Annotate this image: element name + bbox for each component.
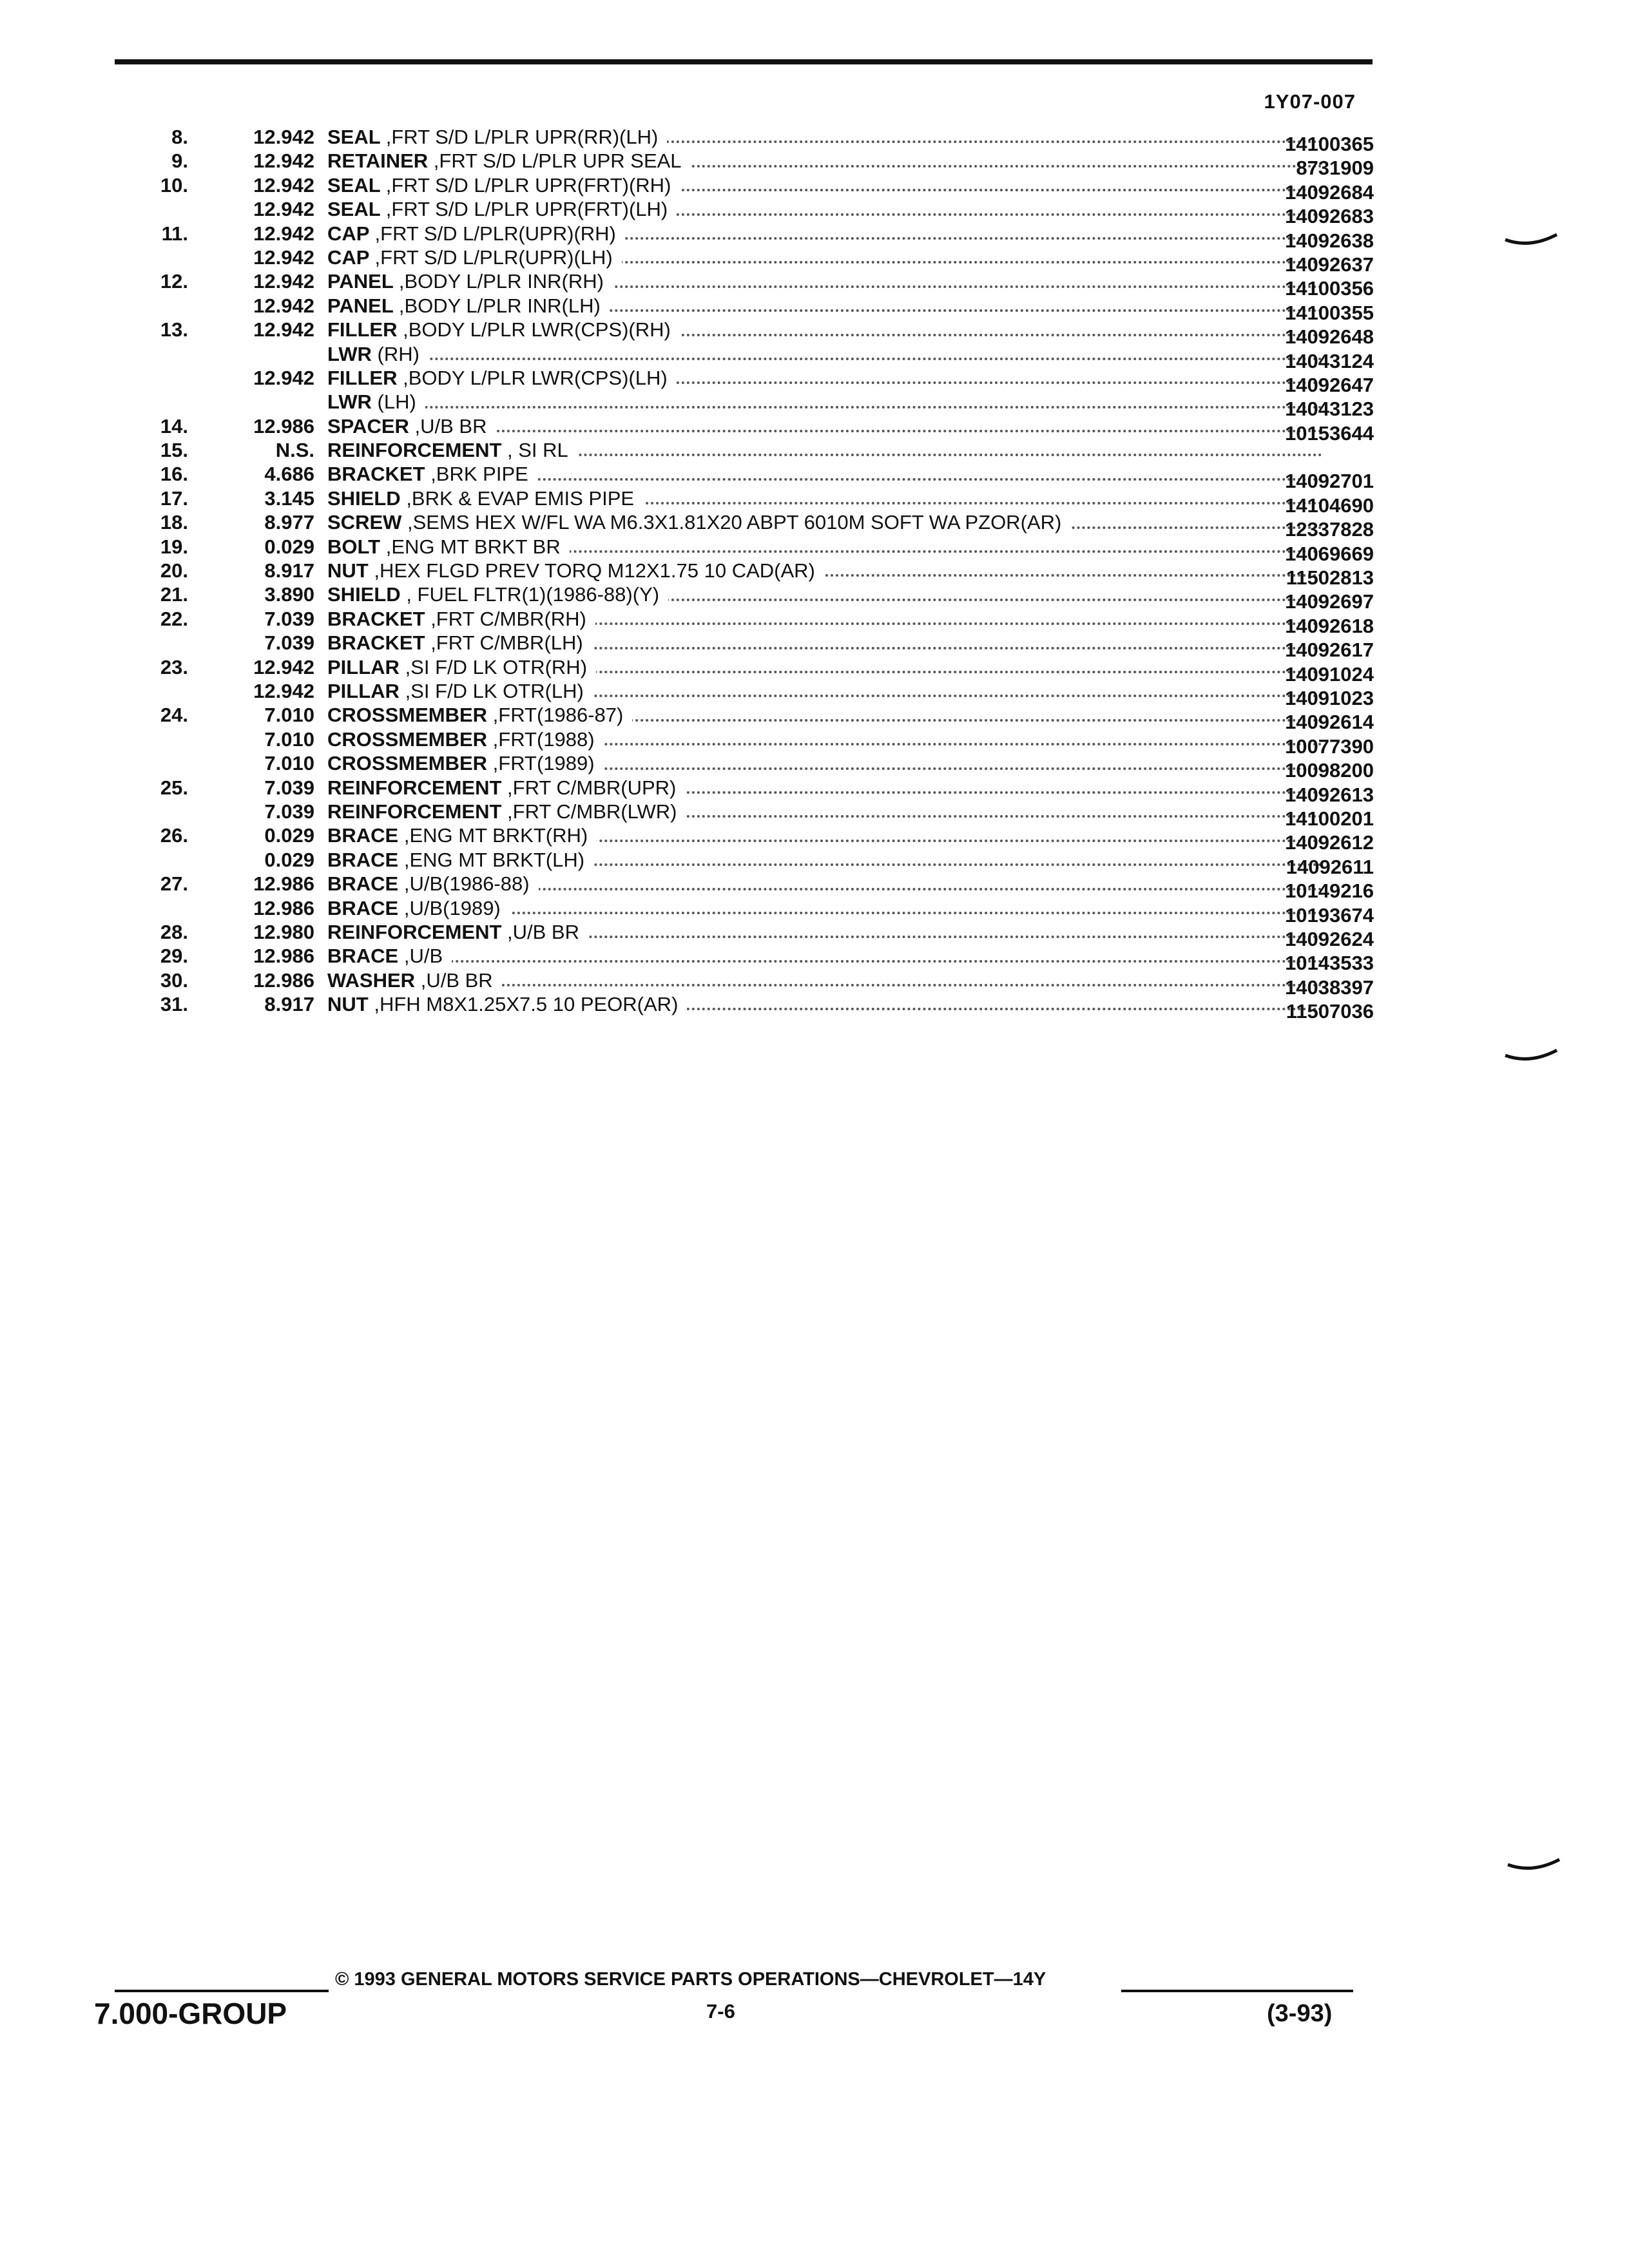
part-number: 14092638 bbox=[1285, 229, 1374, 252]
part-description bbox=[327, 727, 1322, 751]
part-description-text bbox=[327, 343, 429, 365]
part-name: CAP bbox=[327, 222, 369, 245]
group-number: 7.010 bbox=[264, 704, 314, 727]
part-detail: ,BRK PIPE bbox=[430, 463, 528, 486]
part-name: BRACE bbox=[327, 824, 399, 847]
part-description-text bbox=[327, 969, 502, 992]
part-description bbox=[327, 679, 1322, 703]
group-number: 12.980 bbox=[253, 920, 314, 943]
group-number: 12.942 bbox=[253, 245, 314, 269]
part-detail: ,ENG MT BRKT BR bbox=[385, 535, 561, 558]
part-detail: ,FRT(1989) bbox=[492, 752, 595, 775]
part-number: 14069669 bbox=[1285, 542, 1374, 565]
part-description bbox=[327, 992, 1322, 1016]
part-number: 10149216 bbox=[1285, 879, 1374, 903]
part-description bbox=[327, 269, 1322, 293]
footer-rule-right bbox=[1121, 1990, 1353, 1992]
part-description-text bbox=[327, 439, 577, 461]
parts-row bbox=[110, 823, 1374, 854]
ref-number: 22. bbox=[160, 607, 188, 630]
part-name: WASHER bbox=[327, 968, 416, 992]
part-number: 11502813 bbox=[1286, 566, 1374, 590]
part-detail: (LH) bbox=[377, 390, 416, 414]
part-description-text bbox=[327, 752, 604, 774]
part-detail: (RH) bbox=[377, 342, 419, 365]
ref-number: 30. bbox=[160, 968, 188, 992]
part-number: 8731909 bbox=[1296, 157, 1374, 180]
parts-list bbox=[110, 125, 1374, 1023]
part-number: 14092611 bbox=[1286, 855, 1374, 878]
part-description bbox=[327, 655, 1322, 679]
part-name: CROSSMEMBER bbox=[327, 727, 488, 751]
part-detail: , FUEL FLTR(1)(1986-88)(Y) bbox=[406, 583, 660, 606]
part-description-text bbox=[327, 198, 677, 220]
group-number: 12.942 bbox=[253, 126, 314, 148]
part-name: LWR bbox=[327, 390, 372, 414]
part-description-text bbox=[327, 559, 824, 582]
group-number: 3.145 bbox=[264, 486, 314, 510]
part-name: SEAL bbox=[327, 173, 381, 197]
part-name: NUT bbox=[327, 993, 369, 1016]
group-number: 0.029 bbox=[264, 848, 314, 871]
group-number: 8.977 bbox=[264, 511, 314, 534]
footer-rule-left bbox=[115, 1990, 329, 1992]
part-description-text bbox=[327, 776, 685, 799]
part-description bbox=[327, 390, 1322, 414]
part-detail: ,U/B(1986-88) bbox=[403, 872, 530, 896]
binder-tick-mark bbox=[1504, 1048, 1558, 1067]
parts-row bbox=[110, 294, 1374, 324]
part-number: 14100355 bbox=[1285, 301, 1374, 324]
part-name: BRACKET bbox=[327, 463, 425, 486]
part-number: 14092617 bbox=[1285, 639, 1374, 662]
part-name: BRACE bbox=[327, 896, 399, 919]
group-number: 12.942 bbox=[253, 294, 314, 317]
group-number: 12.942 bbox=[253, 173, 314, 197]
part-number: 14092618 bbox=[1285, 614, 1374, 637]
parts-row bbox=[110, 125, 1374, 155]
part-number: 14100356 bbox=[1285, 277, 1374, 300]
part-number: 10143533 bbox=[1285, 952, 1374, 975]
parts-row bbox=[110, 703, 1374, 734]
part-description bbox=[327, 535, 1322, 559]
part-description-text bbox=[327, 415, 496, 437]
part-number: 10153644 bbox=[1285, 421, 1374, 445]
part-description-text bbox=[327, 631, 592, 654]
part-number: 14092612 bbox=[1285, 831, 1374, 854]
parts-row bbox=[110, 776, 1374, 806]
parts-row bbox=[110, 486, 1374, 517]
part-number: 14100201 bbox=[1285, 807, 1374, 830]
ref-number: 28. bbox=[160, 920, 188, 943]
part-description-text bbox=[327, 487, 643, 510]
ref-number: 9. bbox=[171, 149, 188, 173]
part-description-text bbox=[327, 174, 680, 197]
footer-revision: (3-93) bbox=[1267, 2000, 1333, 2027]
part-description bbox=[327, 245, 1322, 269]
part-description bbox=[327, 510, 1322, 534]
ref-number: 29. bbox=[160, 945, 188, 968]
binder-tick-mark bbox=[1504, 232, 1558, 251]
ref-number: 17. bbox=[160, 486, 188, 510]
group-number: 7.039 bbox=[264, 631, 314, 655]
part-description-text bbox=[327, 535, 570, 558]
part-detail: ,U/B BR bbox=[420, 968, 493, 992]
parts-row bbox=[110, 535, 1374, 565]
group-number: 12.986 bbox=[253, 896, 314, 919]
part-name: LWR bbox=[327, 342, 372, 365]
group-number: 8.917 bbox=[264, 993, 314, 1016]
part-name: PILLAR bbox=[327, 679, 400, 702]
part-description bbox=[327, 848, 1322, 872]
part-detail: ,FRT S/D L/PLR UPR(FRT)(RH) bbox=[385, 173, 671, 197]
part-description bbox=[327, 149, 1322, 173]
part-number: 14043123 bbox=[1285, 398, 1374, 421]
parts-row bbox=[110, 582, 1374, 613]
ref-number: 16. bbox=[160, 463, 188, 486]
part-name: CAP bbox=[327, 245, 369, 269]
part-name: CROSSMEMBER bbox=[327, 752, 488, 775]
part-description-text bbox=[327, 270, 613, 293]
parts-row bbox=[110, 896, 1374, 927]
part-name: FILLER bbox=[327, 366, 398, 389]
part-name: BRACE bbox=[327, 848, 399, 871]
part-description-text bbox=[327, 824, 597, 847]
part-name: PANEL bbox=[327, 294, 394, 317]
part-detail: ,SI F/D LK OTR(LH) bbox=[405, 679, 584, 702]
parts-row bbox=[110, 679, 1374, 709]
ref-number: 8. bbox=[171, 126, 188, 148]
part-detail: ,SI F/D LK OTR(RH) bbox=[405, 655, 588, 678]
footer-group-label: 7.000-GROUP bbox=[94, 1997, 287, 2030]
parts-row bbox=[110, 173, 1374, 204]
footer-page-number: 7-6 bbox=[706, 2000, 735, 2023]
part-number: 14043124 bbox=[1285, 349, 1374, 372]
parts-row bbox=[110, 607, 1374, 637]
part-detail: ,HEX FLGD PREV TORQ M12X1.75 10 CAD(AR) bbox=[374, 559, 815, 582]
parts-row bbox=[110, 269, 1374, 300]
part-description bbox=[327, 366, 1322, 390]
part-name: CROSSMEMBER bbox=[327, 704, 488, 727]
part-number: 14092684 bbox=[1285, 180, 1374, 204]
part-name: SEAL bbox=[327, 126, 381, 148]
part-description-text bbox=[327, 222, 625, 245]
group-number: 0.029 bbox=[264, 535, 314, 558]
part-detail: ,FRT C/MBR(LH) bbox=[430, 631, 583, 655]
page-code: 1Y07-007 bbox=[1264, 90, 1356, 113]
ref-number: 19. bbox=[160, 535, 188, 558]
part-description bbox=[327, 776, 1322, 800]
part-detail: ,BRK & EVAP EMIS PIPE bbox=[406, 486, 635, 510]
part-description-text bbox=[327, 294, 610, 317]
part-description-text bbox=[327, 849, 593, 871]
part-description bbox=[327, 582, 1322, 606]
part-description-text bbox=[327, 511, 1070, 533]
part-detail: ,FRT C/MBR(UPR) bbox=[507, 776, 677, 799]
part-description-text bbox=[327, 463, 537, 485]
group-number: 7.039 bbox=[264, 800, 314, 823]
parts-row bbox=[110, 920, 1374, 950]
part-number: 14092637 bbox=[1285, 253, 1374, 276]
part-description bbox=[327, 173, 1322, 197]
group-number: 3.890 bbox=[264, 583, 314, 606]
part-name: NUT bbox=[327, 559, 369, 582]
part-detail: ,U/B BR bbox=[414, 414, 487, 437]
part-name: SHIELD bbox=[327, 583, 401, 606]
part-number: 14092624 bbox=[1285, 927, 1374, 950]
part-description bbox=[327, 438, 1322, 462]
part-number: 10077390 bbox=[1285, 735, 1374, 758]
ref-number: 27. bbox=[160, 872, 188, 896]
part-description bbox=[327, 559, 1322, 582]
part-description bbox=[327, 631, 1322, 655]
part-number: 14092648 bbox=[1285, 325, 1374, 349]
group-number: 12.986 bbox=[253, 968, 314, 992]
part-number: 14092701 bbox=[1285, 470, 1374, 493]
group-number: 7.010 bbox=[264, 752, 314, 775]
part-number: 11507036 bbox=[1286, 1000, 1374, 1023]
part-name: BRACKET bbox=[327, 631, 425, 655]
part-description-text bbox=[327, 800, 686, 823]
part-detail: ,U/B(1989) bbox=[403, 896, 501, 919]
group-number: 12.942 bbox=[253, 270, 314, 293]
part-detail: ,U/B BR bbox=[507, 920, 579, 943]
part-number: 12337828 bbox=[1285, 518, 1374, 541]
part-detail: ,FRT C/MBR(LWR) bbox=[507, 800, 677, 823]
part-description-text bbox=[327, 390, 425, 413]
ref-number: 11. bbox=[161, 222, 188, 245]
dot-leader bbox=[327, 406, 1322, 408]
part-number: 14091023 bbox=[1285, 686, 1374, 709]
part-description bbox=[327, 462, 1322, 486]
parts-row bbox=[110, 149, 1374, 180]
part-description bbox=[327, 896, 1322, 920]
parts-row bbox=[110, 318, 1374, 349]
part-number: 10193674 bbox=[1285, 903, 1374, 927]
part-name: REINFORCEMENT bbox=[327, 800, 502, 823]
group-number: 12.942 bbox=[253, 222, 314, 245]
part-description-text bbox=[327, 367, 677, 389]
part-detail: ,U/B bbox=[403, 945, 443, 968]
parts-row bbox=[110, 414, 1374, 445]
ref-number: 10. bbox=[160, 173, 188, 197]
binder-tick-mark bbox=[1507, 1857, 1561, 1876]
part-detail: ,ENG MT BRKT(LH) bbox=[403, 848, 585, 871]
part-description-text bbox=[327, 993, 687, 1015]
part-name: BRACE bbox=[327, 872, 399, 896]
part-name: SPACER bbox=[327, 414, 409, 437]
part-description-text bbox=[327, 149, 691, 172]
part-description-text bbox=[327, 728, 604, 751]
dot-leader bbox=[327, 960, 1322, 963]
part-name: SEAL bbox=[327, 198, 381, 221]
part-description-text bbox=[327, 246, 622, 269]
part-description bbox=[327, 968, 1322, 992]
part-number: 14092613 bbox=[1285, 783, 1374, 806]
part-description bbox=[327, 872, 1322, 896]
parts-row bbox=[110, 366, 1374, 396]
part-detail: ,HFH M8X1.25X7.5 10 PEOR(AR) bbox=[374, 993, 679, 1016]
part-description bbox=[327, 703, 1322, 727]
parts-row bbox=[110, 245, 1374, 276]
parts-row bbox=[110, 197, 1374, 228]
group-number: 12.986 bbox=[253, 414, 314, 437]
group-number: 7.039 bbox=[264, 776, 314, 799]
part-number: 10098200 bbox=[1285, 759, 1374, 782]
group-number: 12.942 bbox=[253, 679, 314, 702]
part-description-text bbox=[327, 126, 667, 148]
part-name: RETAINER bbox=[327, 149, 429, 173]
part-detail: ,BODY L/PLR LWR(CPS)(LH) bbox=[403, 366, 668, 389]
part-detail: ,BODY L/PLR INR(LH) bbox=[398, 294, 601, 317]
parts-row bbox=[110, 222, 1374, 252]
group-number: 12.942 bbox=[253, 318, 314, 341]
part-description bbox=[327, 294, 1322, 318]
part-description-text bbox=[327, 704, 632, 726]
part-detail: ,ENG MT BRKT(RH) bbox=[403, 824, 588, 847]
part-name: REINFORCEMENT bbox=[327, 920, 502, 943]
parts-row bbox=[110, 510, 1374, 541]
parts-row bbox=[110, 968, 1374, 999]
part-detail: ,FRT(1988) bbox=[492, 727, 595, 751]
part-number: 14092647 bbox=[1285, 373, 1374, 396]
parts-row bbox=[110, 559, 1374, 590]
top-rule bbox=[115, 59, 1373, 64]
parts-row bbox=[110, 992, 1374, 1023]
group-number: 0.029 bbox=[264, 824, 314, 847]
parts-row bbox=[110, 342, 1374, 372]
part-detail: ,FRT S/D L/PLR(UPR)(LH) bbox=[374, 245, 613, 269]
part-description bbox=[327, 318, 1322, 341]
part-description bbox=[327, 342, 1322, 366]
part-description-text bbox=[327, 945, 452, 967]
part-description bbox=[327, 486, 1322, 510]
group-number: 8.917 bbox=[264, 559, 314, 582]
part-number: 14100365 bbox=[1285, 133, 1374, 155]
group-number: N.S. bbox=[275, 439, 314, 462]
part-name: FILLER bbox=[327, 318, 398, 341]
part-description-text bbox=[327, 897, 510, 919]
part-description bbox=[327, 414, 1322, 438]
group-number: 12.942 bbox=[253, 198, 314, 221]
part-number: 14092683 bbox=[1285, 205, 1374, 228]
part-number: 14091024 bbox=[1285, 662, 1374, 686]
ref-number: 20. bbox=[160, 559, 188, 582]
group-number: 12.942 bbox=[253, 655, 314, 678]
part-description-text bbox=[327, 921, 588, 943]
part-description-text bbox=[327, 656, 596, 678]
parts-row bbox=[110, 631, 1374, 662]
parts-row bbox=[110, 751, 1374, 782]
parts-row bbox=[110, 655, 1374, 686]
part-description-text bbox=[327, 608, 595, 630]
group-number: 7.039 bbox=[264, 607, 314, 630]
part-description-text bbox=[327, 872, 539, 895]
part-name: BRACE bbox=[327, 945, 399, 968]
ref-number: 13. bbox=[160, 318, 188, 341]
ref-number: 31. bbox=[160, 993, 188, 1016]
part-description bbox=[327, 607, 1322, 631]
parts-row bbox=[110, 462, 1374, 493]
group-number: 4.686 bbox=[264, 463, 314, 486]
part-detail: ,BODY L/PLR LWR(CPS)(RH) bbox=[403, 318, 671, 341]
ref-number: 23. bbox=[160, 655, 188, 678]
ref-number: 21. bbox=[160, 583, 188, 606]
part-detail: ,FRT S/D L/PLR UPR(RR)(LH) bbox=[385, 126, 659, 148]
part-description bbox=[327, 944, 1322, 968]
group-number: 12.986 bbox=[253, 945, 314, 968]
part-detail: ,FRT S/D L/PLR UPR SEAL bbox=[433, 149, 682, 173]
part-detail: ,FRT(1986-87) bbox=[492, 704, 624, 727]
part-name: PANEL bbox=[327, 270, 394, 293]
group-number: 7.010 bbox=[264, 727, 314, 751]
parts-row bbox=[110, 438, 1374, 462]
parts-row bbox=[110, 727, 1374, 758]
part-name: PILLAR bbox=[327, 655, 400, 678]
part-detail: ,FRT C/MBR(RH) bbox=[430, 607, 586, 630]
part-detail: , SI RL bbox=[507, 439, 568, 462]
ref-number: 26. bbox=[160, 824, 188, 847]
ref-number: 25. bbox=[160, 776, 188, 799]
part-number: 14092697 bbox=[1285, 590, 1374, 613]
part-description bbox=[327, 920, 1322, 944]
part-description bbox=[327, 751, 1322, 775]
part-name: SCREW bbox=[327, 511, 402, 534]
part-description bbox=[327, 823, 1322, 847]
ref-number: 14. bbox=[160, 414, 188, 437]
part-description-text bbox=[327, 318, 680, 341]
part-number: 14092614 bbox=[1285, 711, 1374, 734]
dot-leader bbox=[327, 358, 1322, 360]
ref-number: 12. bbox=[160, 270, 188, 293]
part-description bbox=[327, 800, 1322, 823]
part-detail: ,BODY L/PLR INR(RH) bbox=[398, 270, 604, 293]
ref-number: 24. bbox=[160, 704, 188, 727]
parts-row bbox=[110, 872, 1374, 903]
part-description-text bbox=[327, 583, 668, 606]
part-detail: ,FRT S/D L/PLR(UPR)(RH) bbox=[374, 222, 616, 245]
part-description-text bbox=[327, 680, 593, 702]
parts-row bbox=[110, 848, 1374, 878]
part-name: BOLT bbox=[327, 535, 381, 558]
group-number: 12.942 bbox=[253, 366, 314, 389]
part-name: SHIELD bbox=[327, 486, 401, 510]
part-name: BRACKET bbox=[327, 607, 425, 630]
group-number: 12.942 bbox=[253, 149, 314, 173]
part-number: 14104690 bbox=[1285, 494, 1374, 517]
parts-row bbox=[110, 944, 1374, 975]
part-description bbox=[327, 197, 1322, 221]
parts-row bbox=[110, 800, 1374, 830]
part-description bbox=[327, 222, 1322, 245]
ref-number: 15. bbox=[160, 439, 188, 462]
group-number: 12.986 bbox=[253, 872, 314, 896]
part-name: REINFORCEMENT bbox=[327, 776, 502, 799]
part-description bbox=[327, 125, 1322, 149]
part-detail: ,FRT S/D L/PLR UPR(FRT)(LH) bbox=[385, 198, 668, 221]
ref-number: 18. bbox=[160, 511, 188, 534]
part-name: REINFORCEMENT bbox=[327, 439, 502, 462]
parts-row bbox=[110, 390, 1374, 421]
footer-copyright: © 1993 GENERAL MOTORS SERVICE PARTS OPERATIONS—CHEVROLET—14Y bbox=[335, 1969, 1046, 1990]
part-detail: ,SEMS HEX W/FL WA M6.3X1.81X20 ABPT 6010M SOFT WA PZOR(AR) bbox=[407, 511, 1062, 534]
part-number: 14038397 bbox=[1285, 975, 1374, 999]
